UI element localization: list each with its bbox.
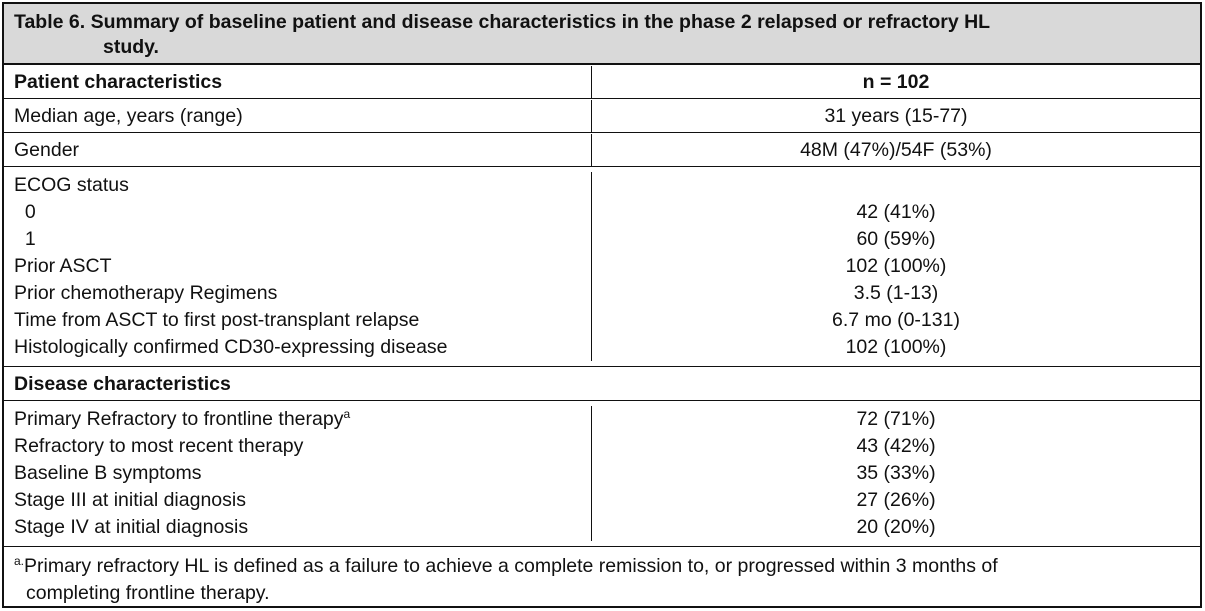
table-title [4,4,1200,65]
table-row [4,99,1200,133]
row-label: Histologically confirmed CD30-expressing disease [14,336,448,358]
footnote-marker: a [343,407,351,421]
row-value: 3.5 (1-13) [853,282,939,304]
table-row [4,133,1200,167]
row-label: ECOG status [14,174,129,196]
row-label: 0 [14,201,36,223]
row-label-text: Primary Refractory to frontline therapy [14,408,344,430]
footnote-line2: completing frontline therapy. [26,582,270,604]
row-label: Refractory to most recent therapy [14,435,304,457]
row-value [592,172,1200,199]
header-patient-characteristics: Patient characteristics [4,66,592,98]
table-footnote [4,547,1200,607]
row-label [14,406,581,433]
footnote-marker: a. [14,554,25,568]
row-label: Gender [4,134,592,166]
row-value: 48M (47%)/54F (53%) [800,138,992,161]
row-value: 35 (33%) [856,462,936,484]
row-value: 72 (71%) [856,408,936,430]
row-value: 60 (59%) [856,228,936,250]
row-label: Time from ASCT to first post-transplant relapse [14,309,420,331]
row-label: Prior chemotherapy Regimens [14,282,278,304]
row-label: Stage IV at initial diagnosis [14,516,249,538]
footnote-text: Primary refractory HL is defined as a failure to achieve a complete remission to, or progressed within 3 months of [24,555,998,577]
row-value: 31 years (15-77) [824,104,968,127]
row-value: 42 (41%) [856,201,936,223]
disease-block-row [4,401,1200,547]
patient-block-values [592,172,1200,361]
row-value: 102 (100%) [845,255,947,277]
footnote-line1 [14,553,1190,580]
row-label: 1 [14,228,36,250]
row-value: 102 (100%) [845,336,947,358]
disease-block-labels [4,406,592,541]
header-n: n = 102 [862,70,930,93]
summary-table [2,2,1202,608]
row-value: 27 (26%) [856,489,936,511]
row-label: Median age, years (range) [4,100,592,132]
row-label: Stage III at initial diagnosis [14,489,246,511]
row-value: 20 (20%) [856,516,936,538]
disease-characteristics-header: Disease characteristics [14,372,231,395]
disease-block-values [592,406,1200,541]
row-value: 6.7 mo (0-131) [832,309,960,331]
table-title-line2: study. [103,36,159,58]
table-header-row [4,65,1200,99]
patient-block-labels [4,172,592,361]
patient-block-row [4,167,1200,367]
disease-section-row [4,367,1200,401]
row-label: Baseline B symptoms [14,462,202,484]
row-value: 43 (42%) [856,435,936,457]
row-label: Prior ASCT [14,255,112,277]
table-title-line1: Table 6. Summary of baseline patient and disease characteristics in the phase 2 relapsed or refractory HL [14,11,991,33]
